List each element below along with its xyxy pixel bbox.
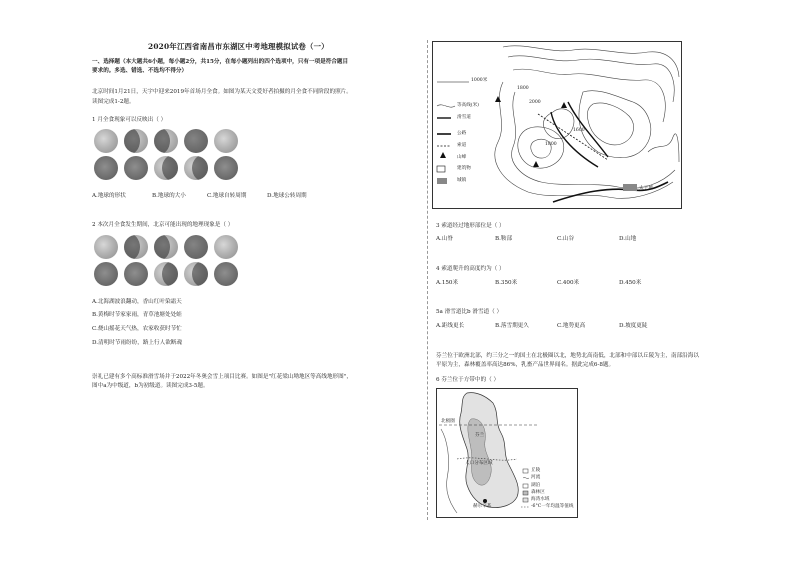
gulf-legend-icon <box>523 498 528 502</box>
contour-label: 1800 <box>545 142 557 147</box>
q3-option-c[interactable]: C.山谷 <box>557 236 575 242</box>
legend-ski-run: 滑雪道 <box>457 115 471 120</box>
legend-river: 河流 <box>531 475 541 480</box>
country-label: 芬兰 <box>475 433 485 438</box>
finland-map <box>436 388 578 518</box>
moon-phase-photo <box>124 262 148 286</box>
peak-icon <box>533 161 539 167</box>
town-legend-icon <box>437 178 447 184</box>
moon-phase-photo <box>154 262 178 286</box>
moon-phase-photo <box>214 129 238 153</box>
q5-option-c[interactable]: C.地势更高 <box>557 323 586 329</box>
q5-option-d[interactable]: D.坡度更陡 <box>619 323 648 329</box>
moon-phase-photo <box>184 129 208 153</box>
q3-option-d[interactable]: D.山地 <box>619 236 637 242</box>
q2-option-b[interactable]: B.黄梅时节家家雨，青草池塘处处蛙 <box>92 312 182 318</box>
moon-phase-photo <box>214 235 238 259</box>
question-2-stem: 2 本次月全食发生期间，北京可能出现的地理现象是（ ） <box>92 222 234 228</box>
moon-phase-photo <box>214 156 238 180</box>
capital-marker <box>483 499 487 503</box>
moon-phase-photo <box>94 156 118 180</box>
contour-label: 1600 <box>573 128 585 133</box>
finland-map-drawing <box>437 389 577 517</box>
q4-option-c[interactable]: C.400米 <box>557 280 580 286</box>
q4-option-b[interactable]: B.350米 <box>495 280 518 286</box>
moon-phase-photo <box>94 235 118 259</box>
legend-contour: 等高线(米) <box>457 103 479 108</box>
moon-phase-photo <box>124 156 148 180</box>
contour-label: 2000 <box>529 100 541 105</box>
question-1-options <box>92 192 307 200</box>
q1-option-d[interactable]: D.地球公转周期 <box>267 193 307 199</box>
page-title: 2020年江西省南昌市东湖区中考地理模拟试卷（一） <box>148 42 329 51</box>
passage-2-line1: 崇礼已建有多个高标准滑雪场并于2022年冬奥会雪上项目比赛。如图是"红花梁山坳地区等高线地形图"， <box>92 374 352 380</box>
ropeway-line <box>538 114 608 160</box>
question-5-stem: 5a 滑雪道比b 滑雪道（ ） <box>436 309 503 315</box>
moon-photo-set-1 <box>94 129 238 180</box>
question-3-stem: 3 索道经过地形部位是（ ） <box>436 223 505 229</box>
moon-phase-photo <box>94 129 118 153</box>
q4-option-a[interactable]: A.150米 <box>436 280 459 286</box>
population-label: 人口分布区域 <box>465 461 493 466</box>
section-heading-line2: 要求的。多选、错选、不选均不得分） <box>92 68 188 74</box>
section-heading: 一、选择题（本大题共6小题，每小题2分，共15分，在每小题列出的四个选项中，只有一项是符合题目 <box>92 59 349 65</box>
legend-peak: 山峰 <box>457 155 467 160</box>
peak-icon <box>495 96 501 102</box>
q5-option-b[interactable]: B.落雪期更久 <box>495 323 529 329</box>
passage-3-line1: 芬兰位于欧洲北部，约三分之一的国土在北极圈以北，地势北高南低，北部和中部以丘陵为主，南部沿海以 <box>436 353 699 359</box>
question-1-stem: 1 月全食现象可以反映出（ ） <box>92 117 167 123</box>
contour-lines <box>433 42 681 208</box>
question-3-options <box>436 235 636 243</box>
hills-legend-icon <box>523 469 528 473</box>
q2-option-c[interactable]: C.烧山摇花天气热，农家收获时节忙 <box>92 326 182 332</box>
moon-phase-photo <box>124 235 148 259</box>
moon-phase-photo <box>124 129 148 153</box>
legend-gulf: 海湾水域 <box>531 497 550 502</box>
legend-town: 城镇 <box>457 178 467 183</box>
legend-isotherm: -6°C一年均温等值线 <box>531 504 574 509</box>
contour-map <box>432 41 682 209</box>
q1-option-a[interactable]: A.地球的形状 <box>92 193 126 199</box>
question-4-options <box>436 279 641 287</box>
moon-phase-photo <box>154 235 178 259</box>
legend-forest: 森林区 <box>531 490 545 495</box>
legend-lake: 湖泊 <box>531 483 541 488</box>
question-5-options <box>436 322 647 330</box>
contour-legend-icon <box>437 105 455 107</box>
moon-phase-photo <box>94 262 118 286</box>
arctic-circle-label: 北极圈 <box>441 419 455 424</box>
moon-phase-photo <box>184 156 208 180</box>
moon-phase-photo <box>154 156 178 180</box>
passage-2-line2: 图中a为中级道，b为初级道。读图完成3-5题。 <box>92 383 209 389</box>
passage-3-line2: 平原为主，森林覆盖率高达86%，乳畜产品世界闻名。据此完成6-8题。 <box>436 362 615 368</box>
lake-legend-icon <box>523 484 528 488</box>
passage-1-line2: 读图完成1-2题。 <box>92 99 135 105</box>
contour-label: 1800 <box>517 86 529 91</box>
legend-hills: 丘陵 <box>531 468 541 473</box>
moon-phase-photo <box>184 262 208 286</box>
moon-phase-photo <box>184 235 208 259</box>
q3-option-a[interactable]: A.山脊 <box>436 236 454 242</box>
q1-option-b[interactable]: B.地球的大小 <box>152 193 186 199</box>
column-divider <box>427 40 428 520</box>
legend-building: 建筑物 <box>457 166 471 171</box>
question-6-stem: 6 芬兰位于方带中的（ ） <box>436 377 500 383</box>
town-label: 太子城 <box>639 186 653 191</box>
q4-option-d[interactable]: D.450米 <box>619 280 642 286</box>
peak-legend-icon <box>440 152 446 158</box>
q2-option-a[interactable]: A.北海湖波浪翻动，香山红叶染霜天 <box>92 299 182 305</box>
gulf-coast <box>441 429 457 513</box>
legend-road: 公路 <box>457 131 467 136</box>
question-4-stem: 4 索道爬升的高度约为（ ） <box>436 266 505 272</box>
building-legend-icon <box>437 166 445 172</box>
q2-option-d[interactable]: D.清明时节雨纷纷，路上行人欲断魂 <box>92 340 182 346</box>
map-scale-label: 1000米 <box>471 78 488 83</box>
moon-photo-set-2 <box>94 235 238 286</box>
ski-run-b <box>551 112 598 167</box>
moon-phase-photo <box>214 262 238 286</box>
capital-label: 赫尔辛基 <box>473 504 492 509</box>
town-block <box>623 184 637 191</box>
finland-land <box>460 393 519 508</box>
forest-legend-icon <box>523 491 528 495</box>
q3-option-b[interactable]: B.鞍部 <box>495 236 513 242</box>
moon-phase-photo <box>154 129 178 153</box>
river-legend-icon <box>523 477 529 478</box>
q1-option-c[interactable]: C.地球自转周期 <box>207 193 247 199</box>
legend-ropeway: 索道 <box>457 143 467 148</box>
peak-icon <box>561 102 567 108</box>
passage-1-line1: 北京时间1月21日，天宇中迎来2019年首场月全食。如图为某天文爱好者拍摄的月全食不同阶段的照片。 <box>92 89 352 95</box>
q5-option-a[interactable]: A.距线更长 <box>436 323 465 329</box>
